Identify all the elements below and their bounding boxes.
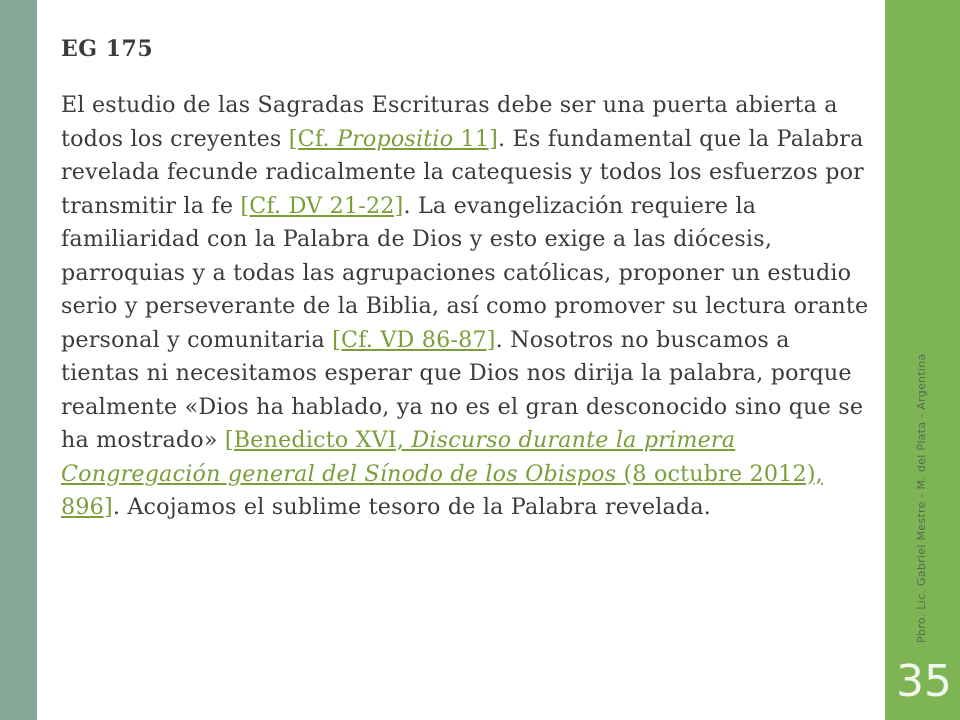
author-caption: Pbro. Lic. Gabriel Mestre - M. del Plata - Argentina xyxy=(915,353,928,643)
reference-link-dv[interactable]: [Cf. DV 21-22] xyxy=(240,192,404,219)
page-number: 35 xyxy=(896,656,952,707)
text-segment: El estudio de las Sagradas Escrituras debe ser una puerta abierta a todos los creyentes xyxy=(61,92,838,152)
slide-title: EG 175 xyxy=(61,36,154,62)
slide-content xyxy=(61,36,871,525)
text-segment: . Nosotros no buscamos a tientas ni necesitamos esperar que Dios nos dirija la palabra, porque realmente «Dios ha hablado, ya no es el gran desconocido sino que se ha mostrado» xyxy=(61,326,864,453)
text-segment: . La evangelización requiere la familiaridad con la Palabra de Dios y esto exige a las diócesis, parroquias y a todas las agrupaciones católicas, proponer un estudio serio y perseverante de la Biblia, así como promover su lectura orante personal y comunitaria xyxy=(61,192,869,353)
body-paragraph xyxy=(61,89,871,525)
reference-link-vd[interactable]: [Cf. VD 86-87] xyxy=(332,326,496,353)
left-decorative-bar xyxy=(0,0,37,720)
reference-link-propositio[interactable]: [Cf. Propositio 11] xyxy=(288,125,499,152)
text-segment: . Es fundamental que la Palabra revelada fecunde radicalmente la catequesis y todos los esfuerzos por transmitir la fe xyxy=(61,125,864,219)
reference-link-benedicto[interactable]: [Benedicto XVI, Discurso durante la primera Congregación general del Sínodo de los Obispos (8 octubre 2012), 896] xyxy=(61,427,823,520)
text-segment: . Acojamos el sublime tesoro de la Palabra revelada. xyxy=(112,494,711,520)
